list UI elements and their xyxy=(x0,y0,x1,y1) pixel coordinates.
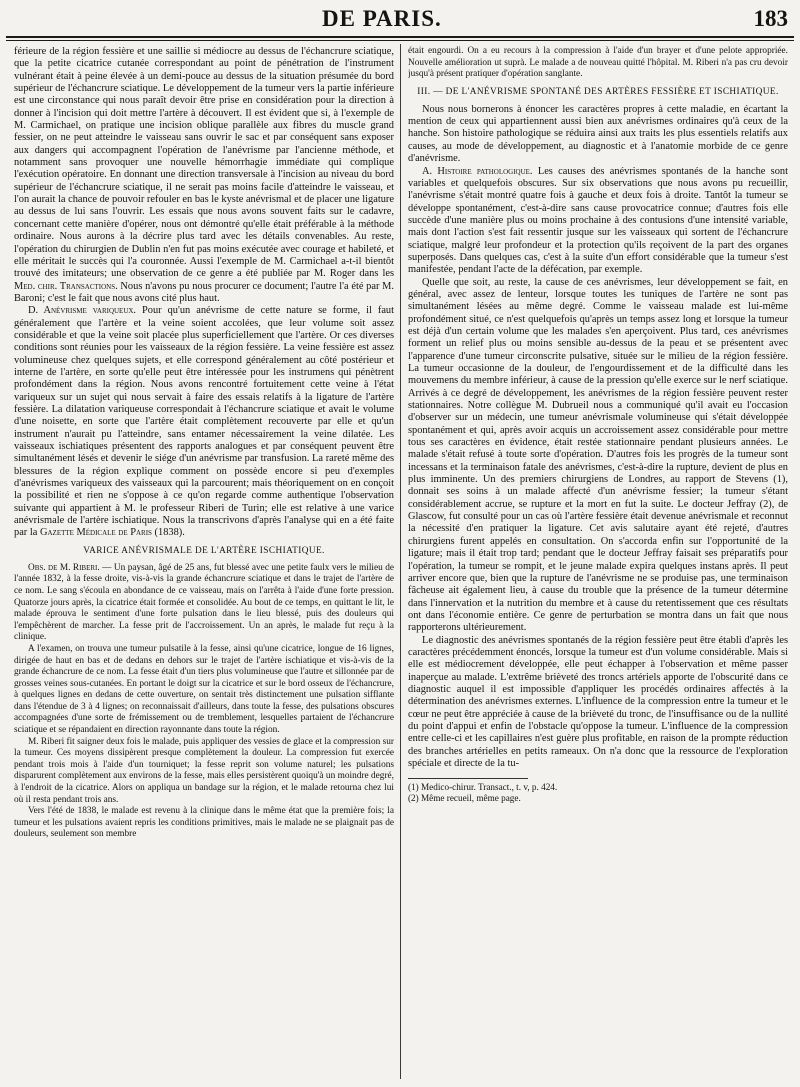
paragraph: Vers l'été de 1838, le malade est revenu à la clinique dans le même état que la première fois; la tumeur et les pulsations avaient repris les conditions primitives, mais le malade ne se plaignait pas de douleurs, seulement son membre xyxy=(14,806,394,840)
footnote: (2) Même recueil, même page. xyxy=(408,793,521,804)
paragraph xyxy=(408,635,788,771)
right-column xyxy=(408,46,788,1079)
text-run: Les causes des anévrismes spontanés de la hanche sont variables et quelquefois obscures. Sur six observations que nous avons pu recueillir, l'anévrisme s'était montré quatre fois à gauche et deux fois à droite. Tantôt la tumeur se développe spontanément, c'est-à-dire sans cause provocatrice connue; d'autres fois elle succède d'une manière plus ou moins prochaine à des contusions d'une intensité variable, mais dont l'action s'est fait ressentir jusque sur les vaisseaux qui sortent de l'échancrure sciatique, malgré leur profondeur et la protection qu'ils reçoivent de la part des organes superposés. Dans quelques cas, c'est à la suite d'un effort considérable que la tumeur s'est manifestée, pendant l'acte de la défécation, par exemple. xyxy=(408,165,788,276)
column-divider xyxy=(400,44,401,1079)
footnote: (1) Medico-chirur. Transact., t. v, p. 424. xyxy=(408,782,558,793)
observation-block xyxy=(14,563,394,841)
page-header xyxy=(0,0,800,38)
footnote-rule xyxy=(408,778,528,779)
journal-name: Gazette Médicale de Paris xyxy=(39,527,152,539)
paragraph xyxy=(14,563,394,644)
page-number: 183 xyxy=(753,6,788,31)
paragraph: Quelle que soit, au reste, la cause de ces anévrismes, leur développement se fait, en général, avec assez de lenteur, lorsque toutes les tuniques de l'artère ne sont pas simultanément lésées au même degré. Comme le vaisseau malade est lui-même profondément situé, ce n'est quelquefois qu'après un temps assez long et lorsque la tumeur est déjà d'un certain volume que les malades s'en aperçoivent. Plus tard, ces anévrismes forment un relief plus ou moins sensible au-dessus de la peau et se présentent avec l'apparence d'une tumeur circonscrite pulsative, située sur le milieu de la région fessière. La tumeur occasionne de la douleur, de l'engourdissement et de la difficulté dans les mouvemens du membre inférieur, à cause de la pression qu'elle exerce sur le nerf sciatique. Arrivés à ce degré de développement, les anévrismes de la région fessière peuvent rester stationnaires. Notre collègue M. Dubrueil nous a communiqué qu'il avait eu l'occasion d'observer sur un médecin, une tumeur anévrismale volumineuse qui s'était développée spontanément et qui, après avoir acquis un accroissement assez considérable pour mettre tous ses caractères en évidence, était restée stationnaire pendant plusieurs années. Le malade s'était refusé à toute sorte d'opération. D'autres fois les progrès de la tumeur sont incessans et la terminaison fatale des anévrismes, c'est-à-dire la rupture, devient de plus en plus imminente. Un des premiers chirurgiens de Londres, au rapport de Stevens (1), donnait ses soins à un malade affecté d'un anévrisme fessier; la tumeur s'étant considérablement accrue, se rupture et la mort en fut la suite. Le docteur Jeffray (2), de Glascow, fut consulté pour un cas où l'artère fessière était devenue anévrismale et reconnut la nécessité d'en pratiquer la ligature. Cet avis salutaire ayant été rejeté, d'autres chirurgiens furent appelés en consultation. On s'accorda enfin sur l'opportunité de la ligature; mais il était trop tard; pendant que le docteur Jeffray faisait ses préparatifs pour l'opération, la tumeur se rompit, et le jeune malade expira quelques instans après. Il peut arriver encore que, bien que la rupture de l'anévrisme ne se produise pas, une terminaison fâcheuse ait également lieu, à cause du trouble que la présence de la tumeur détermine dans l'innervation et la nutrition du membre et à cause du retentissement que ces résultats ont dans l'économie entière. Ce genre de perturbation se montra dans un fait que nous rapporterons ultérieurement. xyxy=(408,276,788,634)
text-run: férieure de la région fessière et une saillie si médiocre au dessus de l'échancrure sciatique, que la petite cicatrice cutanée correspondant au point de pénétration de l'instrument vulnérant était à peine élevée à un demi-pouce au dessus de la situation présumée du bord supérieur de l'échancrure sciatique. Le développement de la tumeur vers la partie inférieure est une circonstance qui nous paraît devoir être prise en considération pour la direction à donner à l'incision qui doit mettre l'artère à découvert. Il est évident que si, à l'exemple de M. Carmichael, on pratique une incision oblique parallèle aux fibres du muscle grand fessier, on ne peut atteindre le vaisseau sans ouvrir le sac et par conséquent sans exposer aux dangers qui accompagnent l'opération de l'anévrisme par l'ancienne méthode, et notamment sans provoquer une nouvelle hémorrhagie immédiate qui complique l'exécution opératoire. En donnant une direction transversale à l'incision au niveau du bord supérieur de l'échancrure sciatique, il ne serait pas moins facile d'atteindre le vaisseau, et l'on aurait la chance de pouvoir refouler en bas le kyste anévrismal et de placer une ligature au dessus de lui sans l'ouvrir. Les essais que nous avons souvent faits sur le cadavre, concernant cette manière d'opérer, nous ont démontré qu'elle était préférable à la méthode ordinaire. Nous aurons à la décrire plus tard avec les détails convenables. Au reste, l'opération du chirurgien de Dublin n'en fut pas moins exécutée avec courage et habileté, et elle méritait le succès qui l'a couronnée. Aussi l'exemple de M. Carmichael a-t-il bientôt trouvé des imitateurs; une observation de ce genre a été publiée par M. Roger dans les xyxy=(14,46,394,280)
header-rule xyxy=(6,36,794,38)
paragraph: M. Riberi fit saigner deux fois le malade, puis appliquer des vessies de glace et la compression sur la tumeur. Ces moyens dissipèrent presque complètement la douleur. La compression fut exercée pendant trois mois à l'aide d'un tourniquet; la fesse reprit son volume naturel; les pulsations disparurent complètement aux environs de la fesse, mais elles persistèrent quoiqu'à un moindre degré, à l'endroit de la cicatrice. Alors on appliqua un bandage sur la région, et le malade retourna chez lui où il resta pendant trois ans. xyxy=(14,736,394,805)
text-run: (1838). xyxy=(151,527,185,539)
paragraph xyxy=(14,305,394,540)
observation-lead: Obs. de M. Riberi. xyxy=(28,562,100,573)
subsection-lead: Le diagnostic xyxy=(422,634,479,646)
header-rule-thin xyxy=(6,40,794,41)
journal-name: Med. chir. Transactions xyxy=(14,280,116,292)
observation-heading: VARICE ANÉVRISMALE DE L'ARTÈRE ISCHIATIQUE. xyxy=(83,545,325,556)
paragraph: A l'examen, on trouva une tumeur pulsatile à la fesse, ainsi qu'une cicatrice, longue de 16 lignes, dirigée de haut en bas et de dedans en dehors sur le trajet de l'artère ischiatique et vis-à-vis de la grande échancrure de ce nom. La fesse était d'un tiers plus volumineuse que l'autre et sillonnée par de grosses veines sous-cutanées. En portant le doigt sur la cicatrice et sur le bord osseux de l'échancrure, à quelques lignes en dedans de cette ouverture, on sentait très distinctement une pulsation sifflante dans l'étendue de 3 à 4 lignes; on reconnaissait d'ailleurs, dans toute la fesse, des pulsations obscures accompagnées d'une sorte de frémissement ou de tremblement, lesquelles partaient de l'échancrure sciatique et se répandaient en direction rayonnante dans toute la région. xyxy=(14,643,394,736)
observation-continuation xyxy=(408,46,788,81)
section-heading: III. — DE L'ANÉVRISME SPONTANÉ DES ARTÈRES FESSIÈRE ET ISCHIATIQUE. xyxy=(417,86,779,97)
paragraph: était engourdi. On a eu recours à la compression à l'aide d'un brayer et d'une pelote appropriée. Nouvelle amélioration ut suprà. Le malade a de nouveau quitté l'hôpital. M. Riberi n'a pas cru devoir jusqu'à présent pratiquer d'opération sanglante. xyxy=(408,46,788,80)
paragraph xyxy=(14,46,394,305)
text-run: Pour qu'un anévrisme de cette nature se forme, il faut généralement que l'artère et la veine soient accolées, que leur volume soit assez considérable et que la veine soit placée plus superficiellement que l'artère. Or ces diverses conditions sont réunies pour les vaisseaux de la région fessière. La veine fessière est assez volumineuse chez quelques sujets, et elle correspond généralement au côté postérieur et interne de l'artère, en sorte qu'elle peut être intéressée pour les instrumens qui pénètrent profondément dans la région. Nous avons rencontré fortuitement cette veine à l'état variqueux sur un sujet qui nous servait à faire des essais relatifs à la ligature de l'artère fessière. La dilatation variqueuse correspondait à l'échancrure sciatique et avait le volume d'une noisette, en sorte que l'artère était complètement recouverte par elle et qu'un instrument n'aurait pu l'atteindre, sans entamer nécessairement la veine dilatée. Les vaisseaux ischiatiques présentent des rapports analogues et par conséquent peuvent être simultanément lésés et devenir le siége d'un anévrisme par transfusion. La rareté même des blessures de la région explique comment on possède encore si peu d'exemples d'anévrismes variqueux des vaisseaux qui la parcourent; mais théoriquement on en conçoit la possibilité et rien ne s'oppose à ce qu'on regarde comme authentique l'observation suivante qui appartient à M. le professeur Riberi de Turin; elle est relative à une varice anévrismale de l'artère ischiatique. Nous la transcrivons d'après l'analyse qui en a été faite par la xyxy=(14,305,394,539)
subsection-lead: D. Anévrisme variqueux. xyxy=(28,305,137,317)
running-title: DE PARIS. xyxy=(322,6,442,31)
text-run: . Nous n'avons pu nous procurer ce document; l'autre l'a été par M. Baroni; c'est le fait que nous avons cité plus haut. xyxy=(14,280,394,304)
paragraph: Nous nous bornerons à énoncer les caractères propres à cette maladie, en écartant la mention de ceux qui appartiennent aussi bien aux anévrismes ordinaires qu'à ceux de la hanche. Son histoire pathologique se réduira ainsi aux traits les plus essentiels relatifs aux causes, au mode de développement, au diagnostic et à l'anatomie morbide de ce genre d'anévrisme. xyxy=(408,103,788,165)
subsection-lead: A. Histoire pathologique. xyxy=(422,165,533,177)
left-column xyxy=(14,46,394,1079)
text-run: — Un paysan, âgé de 25 ans, fut blessé avec une petite faulx vers le milieu de l'année 1832, à la fesse droite, vis-à-vis la grande échancrure sciatique et dans le trajet de l'artère de ce nom. Le sang s'écoula en abondance de ce vaisseau, mais on l'arrêta à l'aide d'une forte pression. Quatorze jours après, la cicatrice était formée et consolidée. Au bout de ce temps, en quittant le lit, le malade éprouva le sentiment d'une forte pulsation dans le lieu blessé, puis des douleurs qui l'empêchèrent de marcher. La fesse prit de l'accroissement. Un an après, le malade fut reçu à la clinique. xyxy=(14,562,394,643)
paragraph xyxy=(408,166,788,277)
text-run: des anévrismes spontanés de la région fessière peut être établi d'après les caractères précédemment énoncés, lorsque la tumeur est d'un volume considérable. Mais si elle est médiocrement développée, elle peut échapper à l'observation et même passer inaperçue au malade. L'extrême brièveté des troncs artériels apporte de l'obscurité dans ce diagnostic auquel il est impossible d'appliquer les procédés ordinaires affectés à la détermination des anévrismes externes. L'influence de la compression entre la tumeur et le cœur ne peut être appréciée à cause de la brièveté du tronc, de l'insuffisance ou de la nullité du point d'appui et enfin de l'obstacle qu'oppose la tumeur. L'influence de la compression entre celle-ci et les capillaires n'est guère plus profitable, en raison de la prompte réduction des branches artérielles en petits rameaux. On n'a donc que la ressource de l'exploration spéciale et directe de la tu- xyxy=(408,634,788,769)
